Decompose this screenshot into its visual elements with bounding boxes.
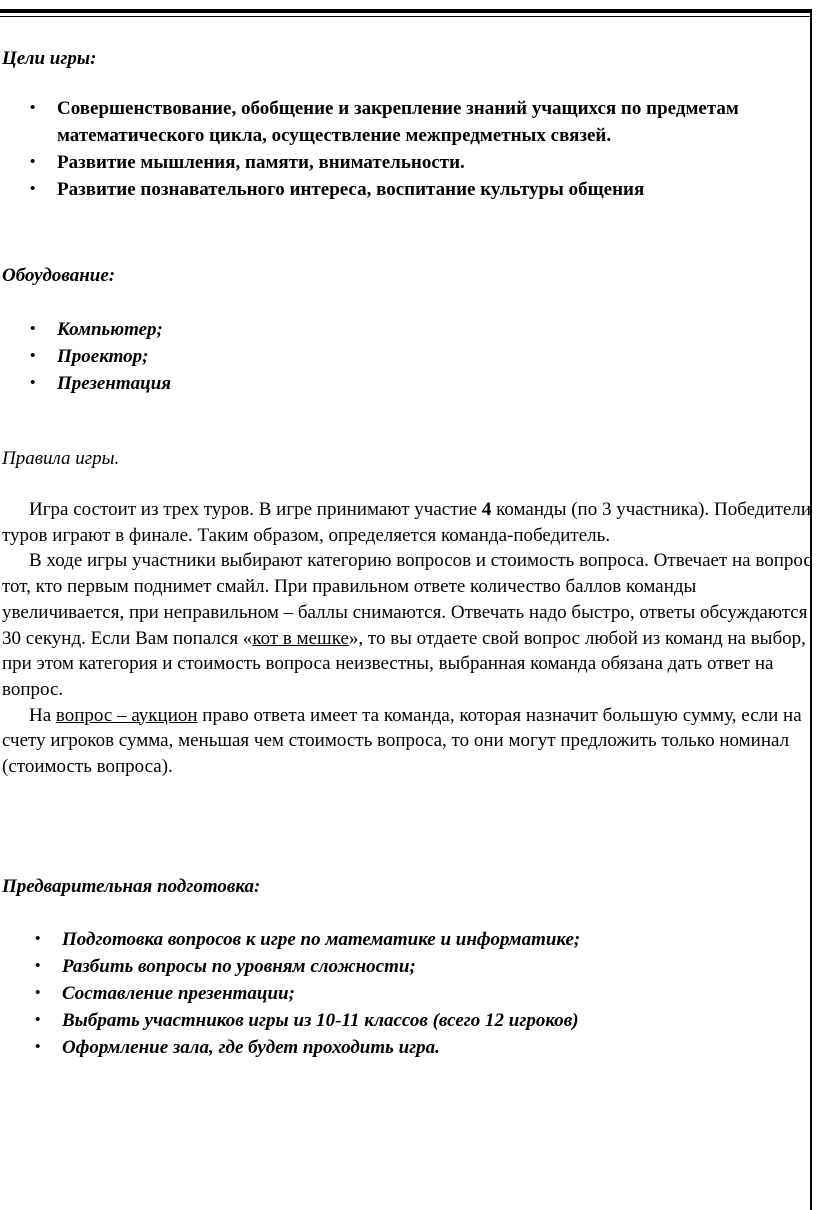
equipment-item: • Проектор; — [57, 343, 757, 370]
goals-list — [30, 95, 816, 203]
equipment-list — [30, 316, 757, 397]
prep-list — [35, 926, 802, 1061]
equipment-item: • Презентация — [57, 370, 757, 397]
cat-in-bag-term: кот в мешке — [252, 627, 349, 649]
top-border-thick — [0, 9, 811, 13]
bullet-icon: • — [35, 985, 41, 1001]
equipment-item: • Компьютер; — [57, 316, 757, 343]
bullet-icon: • — [30, 348, 36, 364]
goals-item: • Развитие познавательного интереса, воспитание культуры общения — [57, 176, 816, 203]
top-border-thin — [0, 16, 811, 17]
bullet-icon: • — [35, 931, 41, 947]
prep-item: • Оформление зала, где будет проходить игра. — [62, 1034, 802, 1061]
rules-paragraph-3: На вопрос – аукцион право ответа имеет та команда, которая назначит большую сумму, если на счету игроков сумма, меньшая чем стоимость вопроса, то они могут предложить только номинал (стоимость вопроса). — [2, 704, 802, 778]
goals-item: • Развитие мышления, памяти, внимательности. — [57, 149, 816, 176]
bullet-icon: • — [35, 1012, 41, 1028]
bullet-icon: • — [30, 100, 36, 116]
prep-item: • Составление презентации; — [62, 980, 802, 1007]
rules-heading: Правила игры. — [2, 448, 120, 469]
bullet-icon: • — [35, 958, 41, 974]
rules-paragraph-2: В ходе игры участники выбирают категорию вопросов и стоимость вопроса. Отвечает на вопрос тот, кто первым поднимет смайл. При правильном ответе количество баллов команды увеличивается, при неправильном – баллы снимаются. Отвечать надо быстро, ответы обсуждаются 30 секунд. Если Вам попался «кот в мешке», то вы отдаете свой вопрос любой из команд на выбор, при этом категория и стоимость вопроса неизвестны, выбранная команда обязана дать ответ на вопрос. — [2, 550, 812, 700]
rules-body — [2, 497, 814, 780]
rules-paragraph-1: Игра состоит из трех туров. В игре принимают участие 4 команды (по 3 участника). Победители туров играют в финале. Таким образом, определяется команда-победитель. — [2, 499, 812, 546]
auction-question-term: вопрос – аукцион — [55, 704, 198, 726]
bullet-icon: • — [30, 154, 36, 170]
prep-heading: Предварительная подготовка: — [2, 876, 261, 897]
prep-item: • Разбить вопросы по уровням сложности; — [62, 953, 802, 980]
prep-item: • Выбрать участников игры из 10-11 классов (всего 12 игроков) — [62, 1007, 802, 1034]
equipment-heading: Обоудование: — [2, 265, 116, 286]
prep-item: • Подготовка вопросов к игре по математике и информатике; — [62, 926, 802, 953]
goals-item: • Совершенствование, обобщение и закрепление знаний учащихся по предметам математического цикла, осуществление межпредметных связей. — [57, 95, 816, 149]
bullet-icon: • — [30, 375, 36, 391]
goals-heading: Цели игры: — [2, 48, 97, 69]
bullet-icon: • — [35, 1039, 41, 1055]
bullet-icon: • — [30, 181, 36, 197]
bullet-icon: • — [30, 321, 36, 337]
